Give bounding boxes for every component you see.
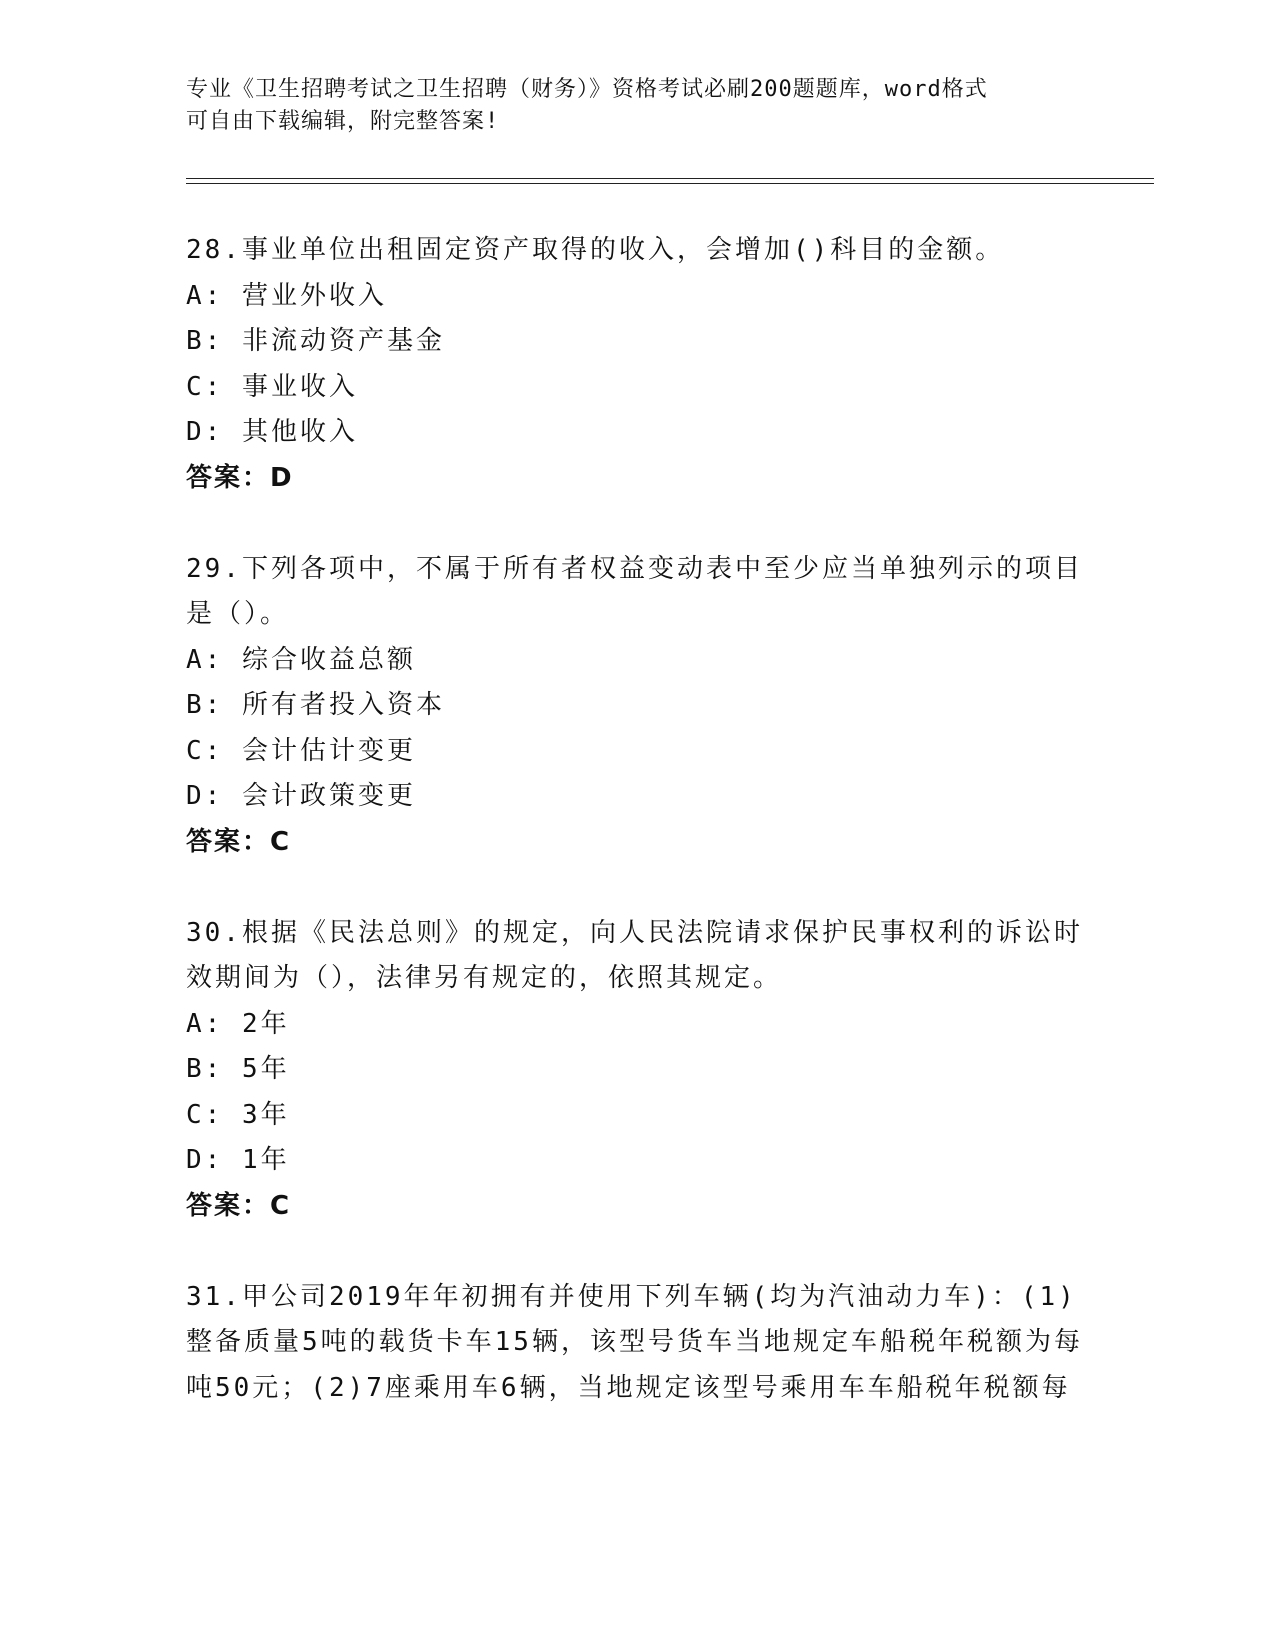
option-d: D: 会计政策变更 (186, 781, 416, 811)
question-stem: 30.根据《民法总则》的规定，向人民法院请求保护民事权利的诉讼时效期间为（），法律另有规定的，依照其规定。 (186, 917, 1083, 993)
option-d: D: 1年 (186, 1145, 290, 1175)
question-31 (186, 1275, 1086, 1412)
header-title-line-1: 专业《卫生招聘考试之卫生招聘（财务）》资格考试必刷200题题库，word格式 (186, 77, 988, 102)
document-header (186, 74, 1086, 138)
answer-line (186, 456, 1086, 502)
header-divider-bottom (186, 183, 1154, 184)
answer-value: C (270, 1190, 293, 1221)
answer-label: 答案： (186, 462, 271, 493)
question-28 (186, 228, 1086, 501)
option-c: C: 事业收入 (186, 371, 358, 402)
option-b: B: 5年 (186, 1054, 290, 1084)
option-c: C: 3年 (186, 1099, 290, 1130)
option-b: B: 所有者投入资本 (186, 690, 445, 720)
question-29 (186, 547, 1086, 866)
option-d: D: 其他收入 (186, 417, 358, 447)
option-a: A: 2年 (186, 1008, 290, 1039)
answer-line (186, 1184, 1086, 1230)
answer-value: C (270, 826, 293, 857)
question-stem: 31.甲公司2019年年初拥有并使用下列车辆(均为汽油动力车)：(1)整备质量5吨的载货卡车15辆，该型号货车当地规定车船税年税额为每吨50元；(2)7座乘用车6辆，当地规定该型号乘用车车船税年税额每 (186, 1281, 1083, 1403)
header-title-line-2: 可自由下载编辑，附完整答案! (186, 109, 500, 134)
option-a: A: 综合收益总额 (186, 644, 416, 675)
question-stem: 29.下列各项中，不属于所有者权益变动表中至少应当单独列示的项目是（）。 (186, 553, 1083, 629)
header-divider-top (186, 178, 1154, 179)
question-stem: 28.事业单位出租固定资产取得的收入，会增加()科目的金额。 (186, 235, 1005, 265)
answer-label: 答案： (186, 1190, 271, 1221)
answer-value: D (270, 462, 295, 493)
option-c: C: 会计估计变更 (186, 735, 416, 766)
question-30 (186, 911, 1086, 1230)
question-list (186, 228, 1086, 1457)
answer-line (186, 820, 1086, 866)
option-a: A: 营业外收入 (186, 280, 387, 311)
option-b: B: 非流动资产基金 (186, 326, 445, 356)
answer-label: 答案： (186, 826, 271, 857)
